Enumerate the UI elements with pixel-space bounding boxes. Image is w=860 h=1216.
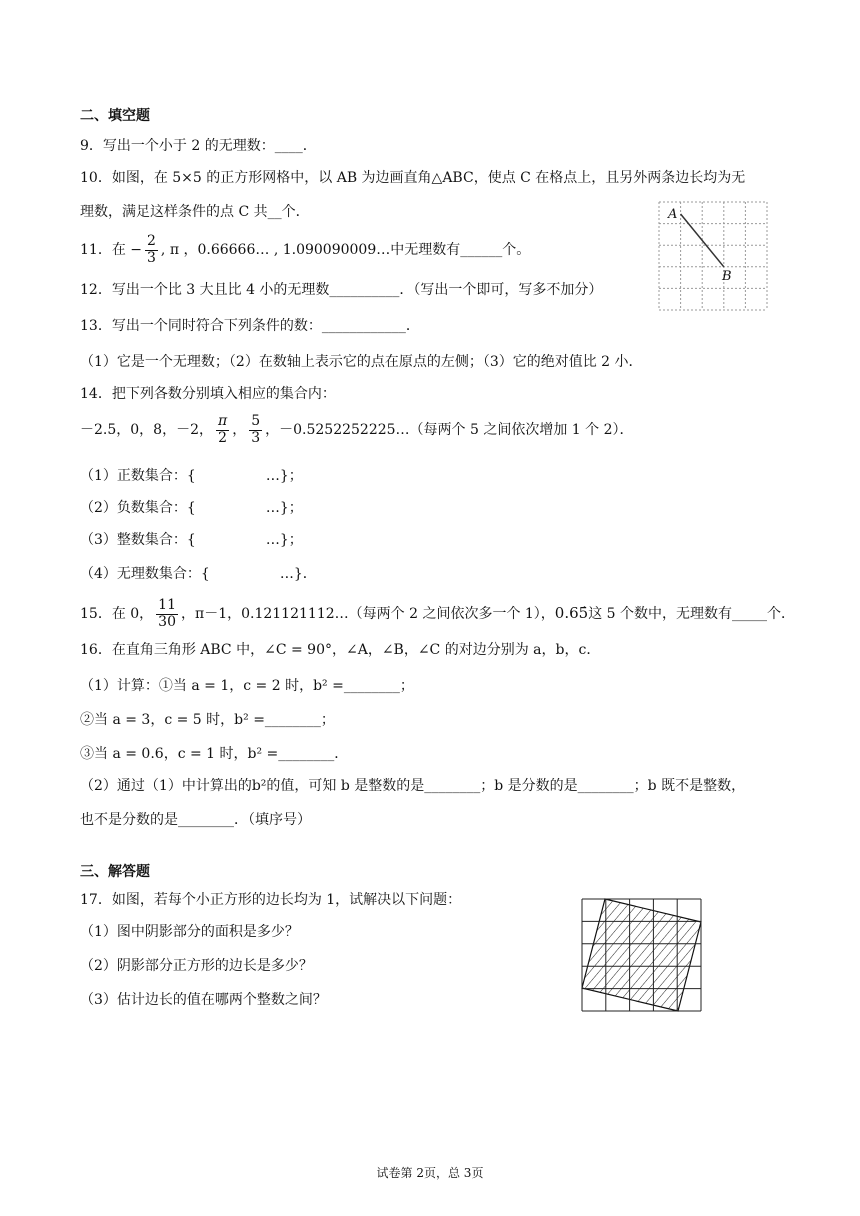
label-a: A — [668, 207, 678, 222]
question-9: 9．写出一个小于 2 的无理数：____． — [80, 138, 317, 154]
shaded-square — [582, 899, 701, 1011]
question-10-line1: 10．如图，在 5×5 的正方形网格中，以 AB 为边画直角△ABC，使点 C 在格点上，且另外两条边长均为无 — [80, 170, 746, 186]
question-16-part1: （1）计算：①当 a = 1，c = 2 时，b² =________； — [80, 678, 414, 694]
question-14-intro: 14．把下列各数分别填入相应的集合内： — [80, 386, 336, 402]
question-14-set-positive: （1）正数集合：{ …}； — [80, 468, 303, 484]
question-14-set-integer: （3）整数集合：{ …}； — [80, 532, 303, 548]
question-16-part2: ②当 a = 3，c = 5 时，b² =________； — [80, 712, 335, 728]
question-16-part4-line1: （2）通过（1）中计算出的b²的值，可知 b 是整数的是________；b 是分数的是________；b 既不是整数， — [80, 778, 746, 794]
question-13-line2: （1）它是一个无理数；（2）在数轴上表示它的点在原点的左侧；（3）它的绝对值比 2 小． — [80, 354, 643, 370]
question-11: 11．在 − $\frac{2}{3}$ , π ，0.66666… , 1.090090009…中无理数有______个。 — [80, 233, 531, 266]
question-16-part4-line2: 也不是分数的是________．（填序号） — [80, 812, 311, 828]
question-14-numbers: －2.5，0，8，－2， $\frac{\pi}{2}$ ， $\frac{5}{3}$ ，－0.5252252225…（每两个 5 之间依次增加 1 个 2）． — [80, 413, 634, 446]
question-14-set-irrational: （4）无理数集合：{ …}． — [80, 566, 317, 582]
label-b: B — [722, 269, 732, 284]
question-15: 15．在 0， $\frac{11}{30}$ ，π－1，0.121121112…（每两个 2 之间依次多一个 1），0.65̇这 5 个数中，无理数有_____个． — [80, 597, 796, 630]
question-14-set-negative: （2）负数集合：{ …}； — [80, 500, 303, 516]
question-17-intro: 17．如图，若每个小正方形的边长均为 1，试解决以下问题： — [80, 892, 462, 908]
page-footer: 试卷第 2页，总 3页 — [376, 1166, 484, 1180]
question-12: 12．写出一个比 3 大且比 4 小的无理数__________．（写出一个即可，写多不加分） — [80, 282, 603, 298]
question-16-part3: ③当 a = 0.6，c = 1 时，b² =________． — [80, 746, 349, 762]
section-title-solve: 三、解答题 — [80, 864, 150, 880]
question-17-sub2: （2）阴影部分正方形的边长是多少？ — [80, 958, 313, 974]
question-10-line2: 理数，满足这样条件的点 C 共__个． — [80, 204, 310, 220]
question-17-sub3: （3）估计边长的值在哪两个整数之间？ — [80, 992, 327, 1008]
grid-figure-q17 — [580, 896, 704, 1014]
grid-figure-q10 — [656, 200, 770, 312]
section-title-fill-blank: 二、填空题 — [80, 108, 150, 124]
question-17-sub1: （1）图中阴影部分的面积是多少？ — [80, 924, 299, 940]
question-16-intro: 16．在直角三角形 ABC 中，∠C = 90°，∠A，∠B，∠C 的对边分别为 a，b，c． — [80, 642, 601, 658]
question-13-line1: 13．写出一个同时符合下列条件的数：____________． — [80, 318, 420, 334]
